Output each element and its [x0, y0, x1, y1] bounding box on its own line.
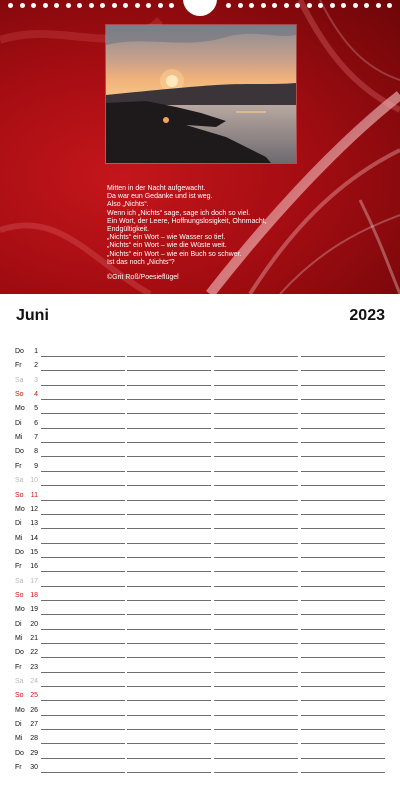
day-number: 10: [30, 477, 38, 485]
writing-line[interactable]: [214, 772, 298, 773]
writing-line[interactable]: [127, 686, 211, 687]
day-number: 27: [30, 721, 38, 729]
day-number: 20: [30, 620, 38, 628]
writing-line[interactable]: [301, 614, 385, 615]
writing-line[interactable]: [214, 600, 298, 601]
writing-line[interactable]: [214, 700, 298, 701]
binding-hole: [31, 3, 36, 8]
writing-line[interactable]: [127, 743, 211, 744]
writing-line[interactable]: [41, 700, 125, 701]
day-of-week: Di: [15, 419, 22, 427]
writing-line[interactable]: [41, 413, 125, 414]
writing-line[interactable]: [41, 772, 125, 773]
day-of-week: Di: [15, 520, 22, 528]
day-of-week: Mo: [15, 606, 25, 614]
day-number: 30: [30, 764, 38, 772]
poem-credit: ©Grit Roß/Poesieflügel: [107, 274, 179, 282]
writing-line[interactable]: [214, 657, 298, 658]
day-of-week: Sa: [15, 678, 24, 686]
day-number: 29: [30, 749, 38, 757]
day-row: [0, 760, 400, 774]
day-number: 8: [34, 448, 38, 456]
day-of-week: So: [15, 491, 24, 499]
writing-line[interactable]: [301, 528, 385, 529]
writing-line[interactable]: [214, 686, 298, 687]
day-number: 28: [30, 735, 38, 743]
writing-line[interactable]: [301, 657, 385, 658]
writing-line[interactable]: [214, 614, 298, 615]
day-number: 3: [34, 376, 38, 384]
sunset-photo: [105, 24, 297, 164]
day-number: 1: [34, 348, 38, 355]
day-of-week: Sa: [15, 577, 24, 585]
binding-hole: [158, 3, 163, 8]
day-number: 14: [30, 534, 38, 542]
writing-line[interactable]: [41, 686, 125, 687]
day-of-week: Do: [15, 649, 24, 657]
binding-hole: [54, 3, 59, 8]
day-of-week: Do: [15, 548, 24, 556]
writing-line[interactable]: [214, 729, 298, 730]
day-row: [0, 459, 400, 473]
writing-line[interactable]: [41, 571, 125, 572]
writing-line[interactable]: [301, 643, 385, 644]
day-row: [0, 574, 400, 588]
day-row: [0, 531, 400, 545]
day-of-week: Mi: [15, 534, 23, 542]
day-of-week: Sa: [15, 376, 24, 384]
writing-line[interactable]: [41, 428, 125, 429]
binding-hole: [89, 3, 94, 8]
writing-line[interactable]: [41, 672, 125, 673]
writing-line[interactable]: [41, 715, 125, 716]
binding-hole: [307, 3, 312, 8]
binding-hole: [341, 3, 346, 8]
writing-line[interactable]: [127, 586, 211, 587]
writing-line[interactable]: [214, 758, 298, 759]
day-of-week: Mi: [15, 635, 23, 642]
writing-line[interactable]: [127, 456, 211, 457]
day-of-week: So: [15, 391, 24, 399]
binding-hole: [387, 3, 392, 8]
writing-line[interactable]: [41, 600, 125, 601]
poem-line: „Nichts“ ein Wort – wie die Wüste weit.: [107, 242, 227, 250]
writing-line[interactable]: [301, 543, 385, 544]
binding-hole: [100, 3, 105, 8]
day-row: [0, 473, 400, 487]
day-number: 16: [30, 563, 38, 571]
writing-line[interactable]: [214, 442, 298, 443]
day-of-week: Mi: [15, 735, 23, 743]
writing-line[interactable]: [214, 743, 298, 744]
writing-line[interactable]: [127, 629, 211, 630]
binding-hole: [146, 3, 151, 8]
day-row: [0, 617, 400, 631]
day-row: [0, 645, 400, 659]
year-title: 2023: [349, 307, 385, 324]
writing-line[interactable]: [41, 471, 125, 472]
writing-line[interactable]: [127, 600, 211, 601]
writing-line[interactable]: [214, 485, 298, 486]
day-row: [0, 401, 400, 415]
writing-line[interactable]: [301, 600, 385, 601]
writing-line[interactable]: [127, 528, 211, 529]
writing-line[interactable]: [301, 356, 385, 357]
writing-line[interactable]: [214, 643, 298, 644]
writing-line[interactable]: [127, 643, 211, 644]
day-number: 7: [34, 434, 38, 442]
writing-line[interactable]: [214, 385, 298, 386]
writing-line[interactable]: [214, 456, 298, 457]
day-of-week: Fr: [15, 663, 22, 671]
writing-line[interactable]: [214, 571, 298, 572]
writing-line[interactable]: [41, 485, 125, 486]
writing-line[interactable]: [41, 643, 125, 644]
writing-line[interactable]: [214, 629, 298, 630]
day-row: [0, 746, 400, 760]
day-number: 23: [30, 663, 38, 671]
day-number: 17: [30, 577, 38, 585]
writing-line[interactable]: [127, 514, 211, 515]
writing-line[interactable]: [214, 514, 298, 515]
writing-line[interactable]: [214, 715, 298, 716]
writing-line[interactable]: [214, 428, 298, 429]
day-number: 15: [30, 548, 38, 556]
writing-line[interactable]: [127, 442, 211, 443]
day-number: 12: [30, 505, 38, 513]
binding-hole: [364, 3, 369, 8]
writing-line[interactable]: [214, 471, 298, 472]
writing-line[interactable]: [127, 543, 211, 544]
writing-line[interactable]: [301, 571, 385, 572]
day-number: 22: [30, 649, 38, 657]
writing-line[interactable]: [41, 528, 125, 529]
writing-line[interactable]: [301, 471, 385, 472]
writing-line[interactable]: [127, 672, 211, 673]
day-of-week: Mo: [15, 405, 25, 413]
writing-line[interactable]: [41, 657, 125, 658]
day-of-week: Sa: [15, 477, 24, 485]
binding-hole: [318, 3, 323, 8]
writing-line[interactable]: [301, 399, 385, 400]
writing-line[interactable]: [127, 657, 211, 658]
writing-line[interactable]: [41, 356, 125, 357]
writing-line[interactable]: [127, 571, 211, 572]
writing-line[interactable]: [127, 413, 211, 414]
writing-line[interactable]: [41, 399, 125, 400]
day-row: [0, 545, 400, 559]
day-row: [0, 516, 400, 530]
writing-line[interactable]: [127, 356, 211, 357]
writing-line[interactable]: [127, 758, 211, 759]
writing-line[interactable]: [301, 729, 385, 730]
writing-line[interactable]: [301, 442, 385, 443]
poem-line: „Nichts“ ein Wort – wie Wasser so tief.: [107, 234, 226, 242]
day-of-week: Mi: [15, 434, 23, 442]
writing-line[interactable]: [127, 700, 211, 701]
binding-hole: [66, 3, 71, 8]
day-of-week: Di: [15, 721, 22, 729]
writing-line[interactable]: [301, 743, 385, 744]
writing-line[interactable]: [301, 672, 385, 673]
binding-hole: [295, 3, 300, 8]
day-row: [0, 387, 400, 401]
day-number: 13: [30, 520, 38, 528]
writing-line[interactable]: [301, 413, 385, 414]
binding-hole: [43, 3, 48, 8]
writing-line[interactable]: [214, 356, 298, 357]
writing-line[interactable]: [127, 715, 211, 716]
poem: [107, 185, 327, 282]
writing-line[interactable]: [127, 385, 211, 386]
day-row: [0, 344, 400, 358]
binding-hole: [272, 3, 277, 8]
day-row: [0, 373, 400, 387]
day-row: [0, 488, 400, 502]
writing-line[interactable]: [214, 586, 298, 587]
binding-hole: [112, 3, 117, 8]
binding-hole: [226, 3, 231, 8]
writing-line[interactable]: [301, 557, 385, 558]
day-row: [0, 717, 400, 731]
binding-hole: [249, 3, 254, 8]
writing-line[interactable]: [127, 729, 211, 730]
day-row: [0, 559, 400, 573]
day-number: 24: [30, 678, 38, 686]
writing-line[interactable]: [301, 428, 385, 429]
day-number: 9: [34, 462, 38, 470]
writing-line[interactable]: [41, 514, 125, 515]
writing-line[interactable]: [301, 700, 385, 701]
poem-line: Mitten in der Nacht aufgewacht.: [107, 185, 206, 192]
day-of-week: Do: [15, 348, 24, 355]
writing-line[interactable]: [301, 686, 385, 687]
writing-line[interactable]: [301, 715, 385, 716]
writing-line[interactable]: [301, 485, 385, 486]
binding-hole: [284, 3, 289, 8]
writing-line[interactable]: [301, 385, 385, 386]
binding-hole: [135, 3, 140, 8]
poem-line: Endgültigkeit.: [107, 226, 150, 234]
day-row: [0, 444, 400, 458]
day-of-week: Mo: [15, 706, 25, 714]
day-number: 21: [30, 635, 38, 642]
writing-line[interactable]: [41, 385, 125, 386]
writing-line[interactable]: [41, 557, 125, 558]
day-of-week: Di: [15, 620, 22, 628]
writing-line[interactable]: [127, 370, 211, 371]
day-row: [0, 703, 400, 717]
writing-line[interactable]: [127, 614, 211, 615]
day-row: [0, 588, 400, 602]
poem-line: Da war eun Gedanke und ist weg.: [107, 193, 213, 201]
poem-line: Also „Nichts“.: [107, 201, 149, 209]
day-number: 26: [30, 706, 38, 714]
writing-line[interactable]: [41, 442, 125, 443]
day-row: [0, 731, 400, 745]
writing-line[interactable]: [214, 413, 298, 414]
writing-line[interactable]: [301, 758, 385, 759]
binding-hole: [261, 3, 266, 8]
day-of-week: Mo: [15, 505, 25, 513]
poem-line: Wenn ich „Nichts“ sage, sage ich doch so viel.: [107, 209, 251, 217]
day-row: [0, 502, 400, 516]
writing-line[interactable]: [214, 672, 298, 673]
day-number: 11: [30, 491, 38, 499]
day-row: [0, 358, 400, 372]
writing-line[interactable]: [41, 500, 125, 501]
binding-hole: [169, 3, 174, 8]
writing-line[interactable]: [41, 614, 125, 615]
day-row: [0, 416, 400, 430]
day-number: 18: [30, 591, 38, 599]
day-row: [0, 602, 400, 616]
writing-line[interactable]: [301, 500, 385, 501]
writing-line[interactable]: [127, 471, 211, 472]
day-row: [0, 660, 400, 674]
writing-line[interactable]: [214, 557, 298, 558]
poem-line: Ist das noch „Nichts“?: [107, 258, 175, 266]
writing-line[interactable]: [301, 772, 385, 773]
poem-line: „Nichts“ ein Wort – wie ein Buch so schwer.: [107, 250, 242, 258]
day-number: 5: [34, 405, 38, 413]
poem-line: Ein Wort, der Leere, Hoffnungslosigkeit, Ohnmacht,: [107, 217, 267, 225]
day-of-week: Do: [15, 448, 24, 456]
writing-line[interactable]: [301, 514, 385, 515]
writing-line[interactable]: [301, 370, 385, 371]
writing-line[interactable]: [41, 370, 125, 371]
binding-hole: [77, 3, 82, 8]
writing-line[interactable]: [127, 399, 211, 400]
writing-line[interactable]: [301, 629, 385, 630]
writing-line[interactable]: [41, 729, 125, 730]
binding-hole: [353, 3, 358, 8]
writing-line[interactable]: [214, 528, 298, 529]
writing-line[interactable]: [301, 586, 385, 587]
writing-line[interactable]: [41, 543, 125, 544]
writing-line[interactable]: [41, 629, 125, 630]
writing-line[interactable]: [127, 772, 211, 773]
day-of-week: Fr: [15, 563, 22, 571]
writing-line[interactable]: [214, 370, 298, 371]
writing-line[interactable]: [41, 586, 125, 587]
writing-line[interactable]: [41, 758, 125, 759]
binding-hole: [330, 3, 335, 8]
binding-hole: [123, 3, 128, 8]
day-number: 6: [34, 419, 38, 427]
writing-line[interactable]: [214, 543, 298, 544]
day-row: [0, 674, 400, 688]
day-row: [0, 430, 400, 444]
writing-line[interactable]: [214, 500, 298, 501]
day-number: 19: [30, 606, 38, 614]
binding-hole: [376, 3, 381, 8]
binding-hole: [20, 3, 25, 8]
poem-lines: [107, 185, 327, 267]
day-of-week: So: [15, 591, 24, 599]
binding-hole: [8, 3, 13, 8]
day-number: 25: [30, 692, 38, 700]
day-row: [0, 688, 400, 702]
day-of-week: Fr: [15, 764, 22, 772]
calendar-planner: [0, 294, 400, 800]
writing-line[interactable]: [41, 456, 125, 457]
writing-line[interactable]: [41, 743, 125, 744]
day-number: 2: [34, 362, 38, 370]
binding-hole: [238, 3, 243, 8]
day-row: [0, 631, 400, 645]
header-artwork: [0, 0, 400, 294]
day-number: 4: [34, 391, 38, 399]
writing-line[interactable]: [127, 485, 211, 486]
writing-line[interactable]: [214, 399, 298, 400]
month-title: Juni: [16, 307, 49, 324]
day-of-week: Fr: [15, 362, 22, 370]
day-of-week: Fr: [15, 462, 22, 470]
writing-line[interactable]: [127, 557, 211, 558]
writing-line[interactable]: [301, 456, 385, 457]
writing-line[interactable]: [127, 428, 211, 429]
day-of-week: Do: [15, 749, 24, 757]
writing-line[interactable]: [127, 500, 211, 501]
day-of-week: So: [15, 692, 24, 700]
